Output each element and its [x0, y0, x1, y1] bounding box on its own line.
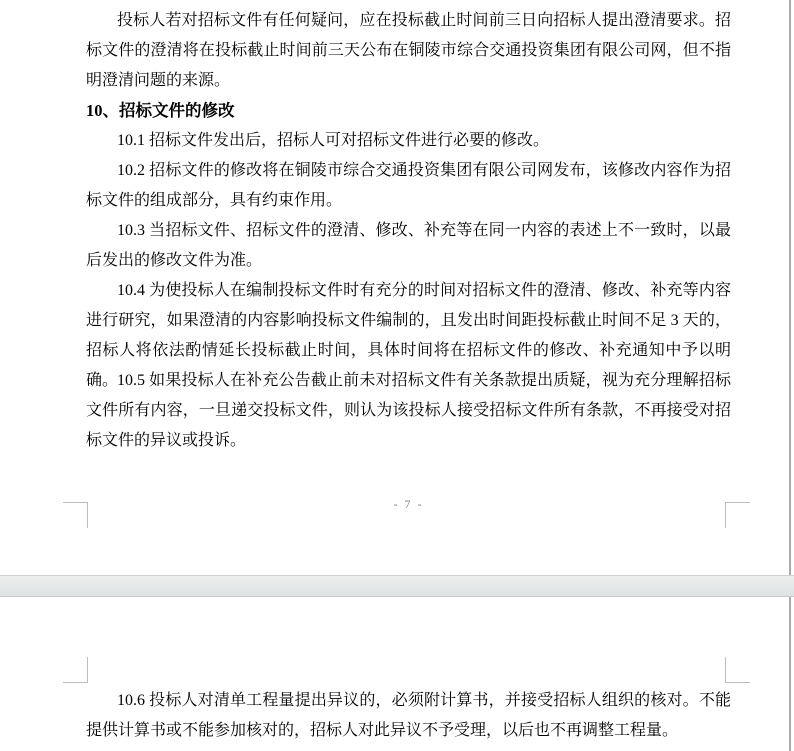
paragraph-10-1: 10.1 招标文件发出后，招标人可对招标文件进行必要的修改。 — [117, 132, 550, 149]
margin-mark-page8-top-left — [63, 657, 88, 683]
paragraph-10-5: 10.5 如果投标人在补充公告截止前未对招标文件有关条款提出质疑，视为充分理解招标文件所有内容，一旦递交投标文件，则认为该投标人接受招标文件所有条款，不再接受对招标文件的异议或投诉。 — [86, 372, 731, 449]
paragraph-10-2: 10.2 招标文件的修改将在铜陵市综合交通投资集团有限公司网发布，该修改内容作为招标文件的组成部分，具有约束作用。 — [86, 162, 731, 209]
paragraph-10-4: 10.4 为使投标人在编制投标文件时有充分的时间对招标文件的澄清、修改、补充等内容进行研究，如果澄清的内容影响投标文件编制的，且发出时间距投标截止时间不足 3 天的，招标人将依法酌情延长投标截止时间，具体时间将在招标文件的修改、补充通知中予以明确。 — [86, 282, 731, 389]
paragraph-clarification-intro: 投标人若对招标文件有任何疑问，应在投标截止时间前三日向招标人提出澄清要求。招标文件的澄清将在投标截止时间前三天公布在铜陵市综合交通投资集团有限公司网，但不指明澄清问题的来源。 — [86, 12, 731, 89]
page-right-edge-line — [789, 0, 791, 751]
page-break-separator — [0, 575, 794, 597]
paragraph-10-6: 10.6 投标人对清单工程量提出异议的，必须附计算书，并接受招标人组织的核对。不能提供计算书或不能参加核对的，招标人对此异议不予受理，以后也不再调整工程量。 — [86, 692, 731, 739]
margin-mark-page7-bottom-left — [63, 502, 88, 528]
page-number-footer: - 7 - — [393, 497, 424, 511]
paragraph-10-3: 10.3 当招标文件、招标文件的澄清、修改、补充等在同一内容的表述上不一致时，以最后发出的修改文件为准。 — [86, 222, 731, 269]
margin-mark-page7-bottom-right — [725, 502, 750, 528]
margin-mark-page8-top-right — [725, 657, 750, 683]
section-heading-10: 10、招标文件的修改 — [86, 101, 235, 120]
